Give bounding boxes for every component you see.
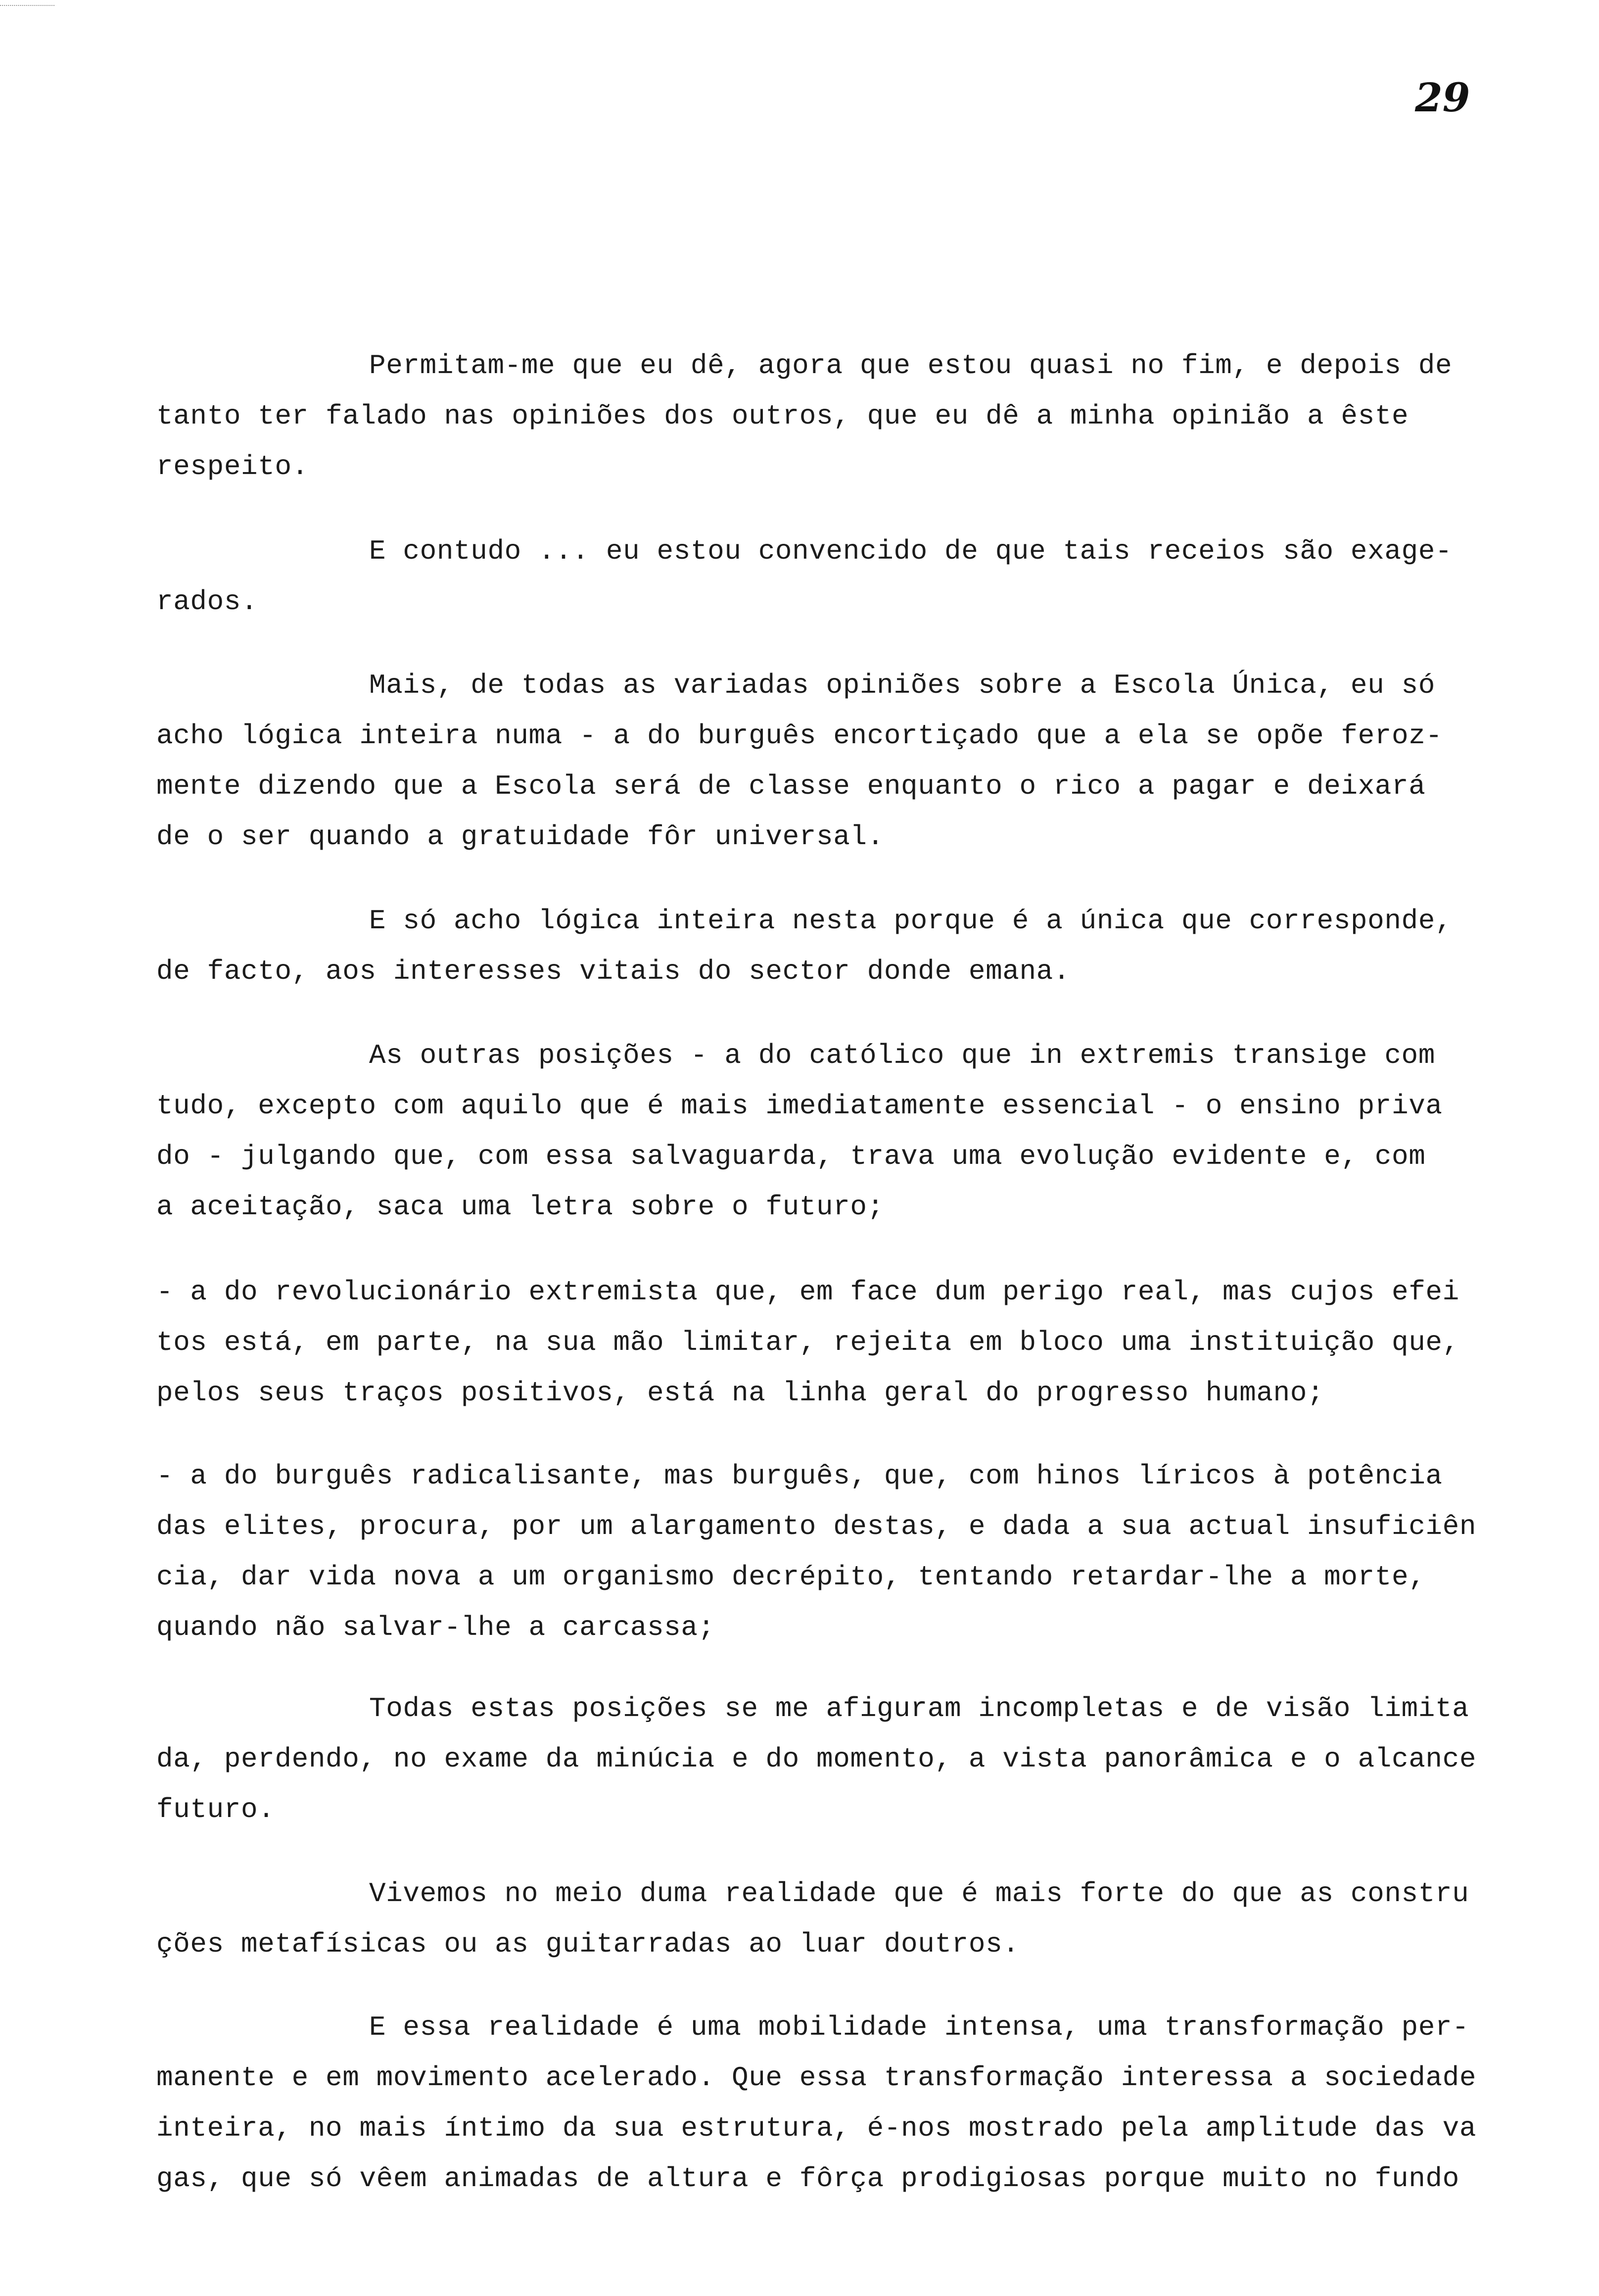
- paragraph-1-line-3: respeito.: [156, 451, 309, 482]
- paragraph-6-line-3: pelos seus traços positivos, está na linha geral do progresso humano;: [156, 1377, 1324, 1409]
- paragraph-3-line-3: mente dizendo que a Escola será de classe enquanto o rico a pagar e deixará: [156, 770, 1426, 802]
- paragraph-2-line-2: rados.: [156, 586, 258, 618]
- paragraph-3-line-1: Mais, de todas as variadas opiniões sobre a Escola Única, eu só: [369, 670, 1435, 701]
- paragraph-10-line-1: E essa realidade é uma mobilidade intensa, uma transformação per-: [369, 2011, 1469, 2043]
- paragraph-8-line-2: da, perdendo, no exame da minúcia e do momento, a vista panorâmica e o alcance: [156, 1743, 1477, 1775]
- paragraph-7-line-3: cia, dar vida nova a um organismo decrépito, tentando retardar-lhe a morte,: [156, 1561, 1426, 1593]
- paragraph-7-line-4: quando não salvar-lhe a carcassa;: [156, 1612, 715, 1643]
- page-number: 29: [1415, 74, 1470, 121]
- paragraph-9-line-2: ções metafísicas ou as guitarradas ao luar doutros.: [156, 1928, 1020, 1960]
- paragraph-5-line-3: do - julgando que, com essa salvaguarda, trava uma evolução evidente e, com: [156, 1141, 1426, 1172]
- paragraph-7-line-1: - a do burguês radicalisante, mas burguês, que, com hinos líricos à potência: [156, 1460, 1443, 1492]
- paragraph-1-line-2: tanto ter falado nas opiniões dos outros, que eu dê a minha opinião a êste: [156, 400, 1409, 432]
- paragraph-4-line-2: de facto, aos interesses vitais do sector donde emana.: [156, 956, 1071, 987]
- scan-edge-mark: [0, 5, 54, 6]
- paragraph-10-line-2: manente e em movimento acelerado. Que essa transformação interessa a sociedade: [156, 2062, 1477, 2094]
- paragraph-10-line-4: gas, que só vêem animadas de altura e fôrça prodigiosas porque muito no fundo: [156, 2163, 1459, 2195]
- paragraph-10-line-3: inteira, no mais íntimo da sua estrutura, é-nos mostrado pela amplitude das va: [156, 2112, 1477, 2144]
- paragraph-6-line-2: tos está, em parte, na sua mão limitar, rejeita em bloco uma instituição que,: [156, 1327, 1459, 1358]
- paragraph-7-line-2: das elites, procura, por um alargamento destas, e dada a sua actual insuficiên: [156, 1511, 1477, 1542]
- paragraph-1-line-1: Permitam-me que eu dê, agora que estou quasi no fim, e depois de: [369, 350, 1453, 382]
- paragraph-3-line-4: de o ser quando a gratuidade fôr universal.: [156, 821, 884, 853]
- paragraph-5-line-2: tudo, excepto com aquilo que é mais imediatamente essencial - o ensino priva: [156, 1090, 1443, 1122]
- paragraph-9-line-1: Vivemos no meio duma realidade que é mais forte do que as constru: [369, 1878, 1469, 1910]
- paragraph-4-line-1: E só acho lógica inteira nesta porque é a única que corresponde,: [369, 905, 1453, 937]
- paragraph-8-line-3: futuro.: [156, 1794, 275, 1825]
- paragraph-5-line-1: As outras posições - a do católico que in extremis transige com: [369, 1040, 1435, 1071]
- paragraph-8-line-1: Todas estas posições se me afiguram incompletas e de visão limita: [369, 1693, 1469, 1724]
- paragraph-5-line-4: a aceitação, saca uma letra sobre o futuro;: [156, 1191, 884, 1223]
- paragraph-3-line-2: acho lógica inteira numa - a do burguês encortiçado que a ela se opõe feroz-: [156, 720, 1443, 752]
- paragraph-2-line-1: E contudo ... eu estou convencido de que tais receios são exage-: [369, 535, 1453, 567]
- paragraph-6-line-1: - a do revolucionário extremista que, em face dum perigo real, mas cujos efei: [156, 1276, 1459, 1308]
